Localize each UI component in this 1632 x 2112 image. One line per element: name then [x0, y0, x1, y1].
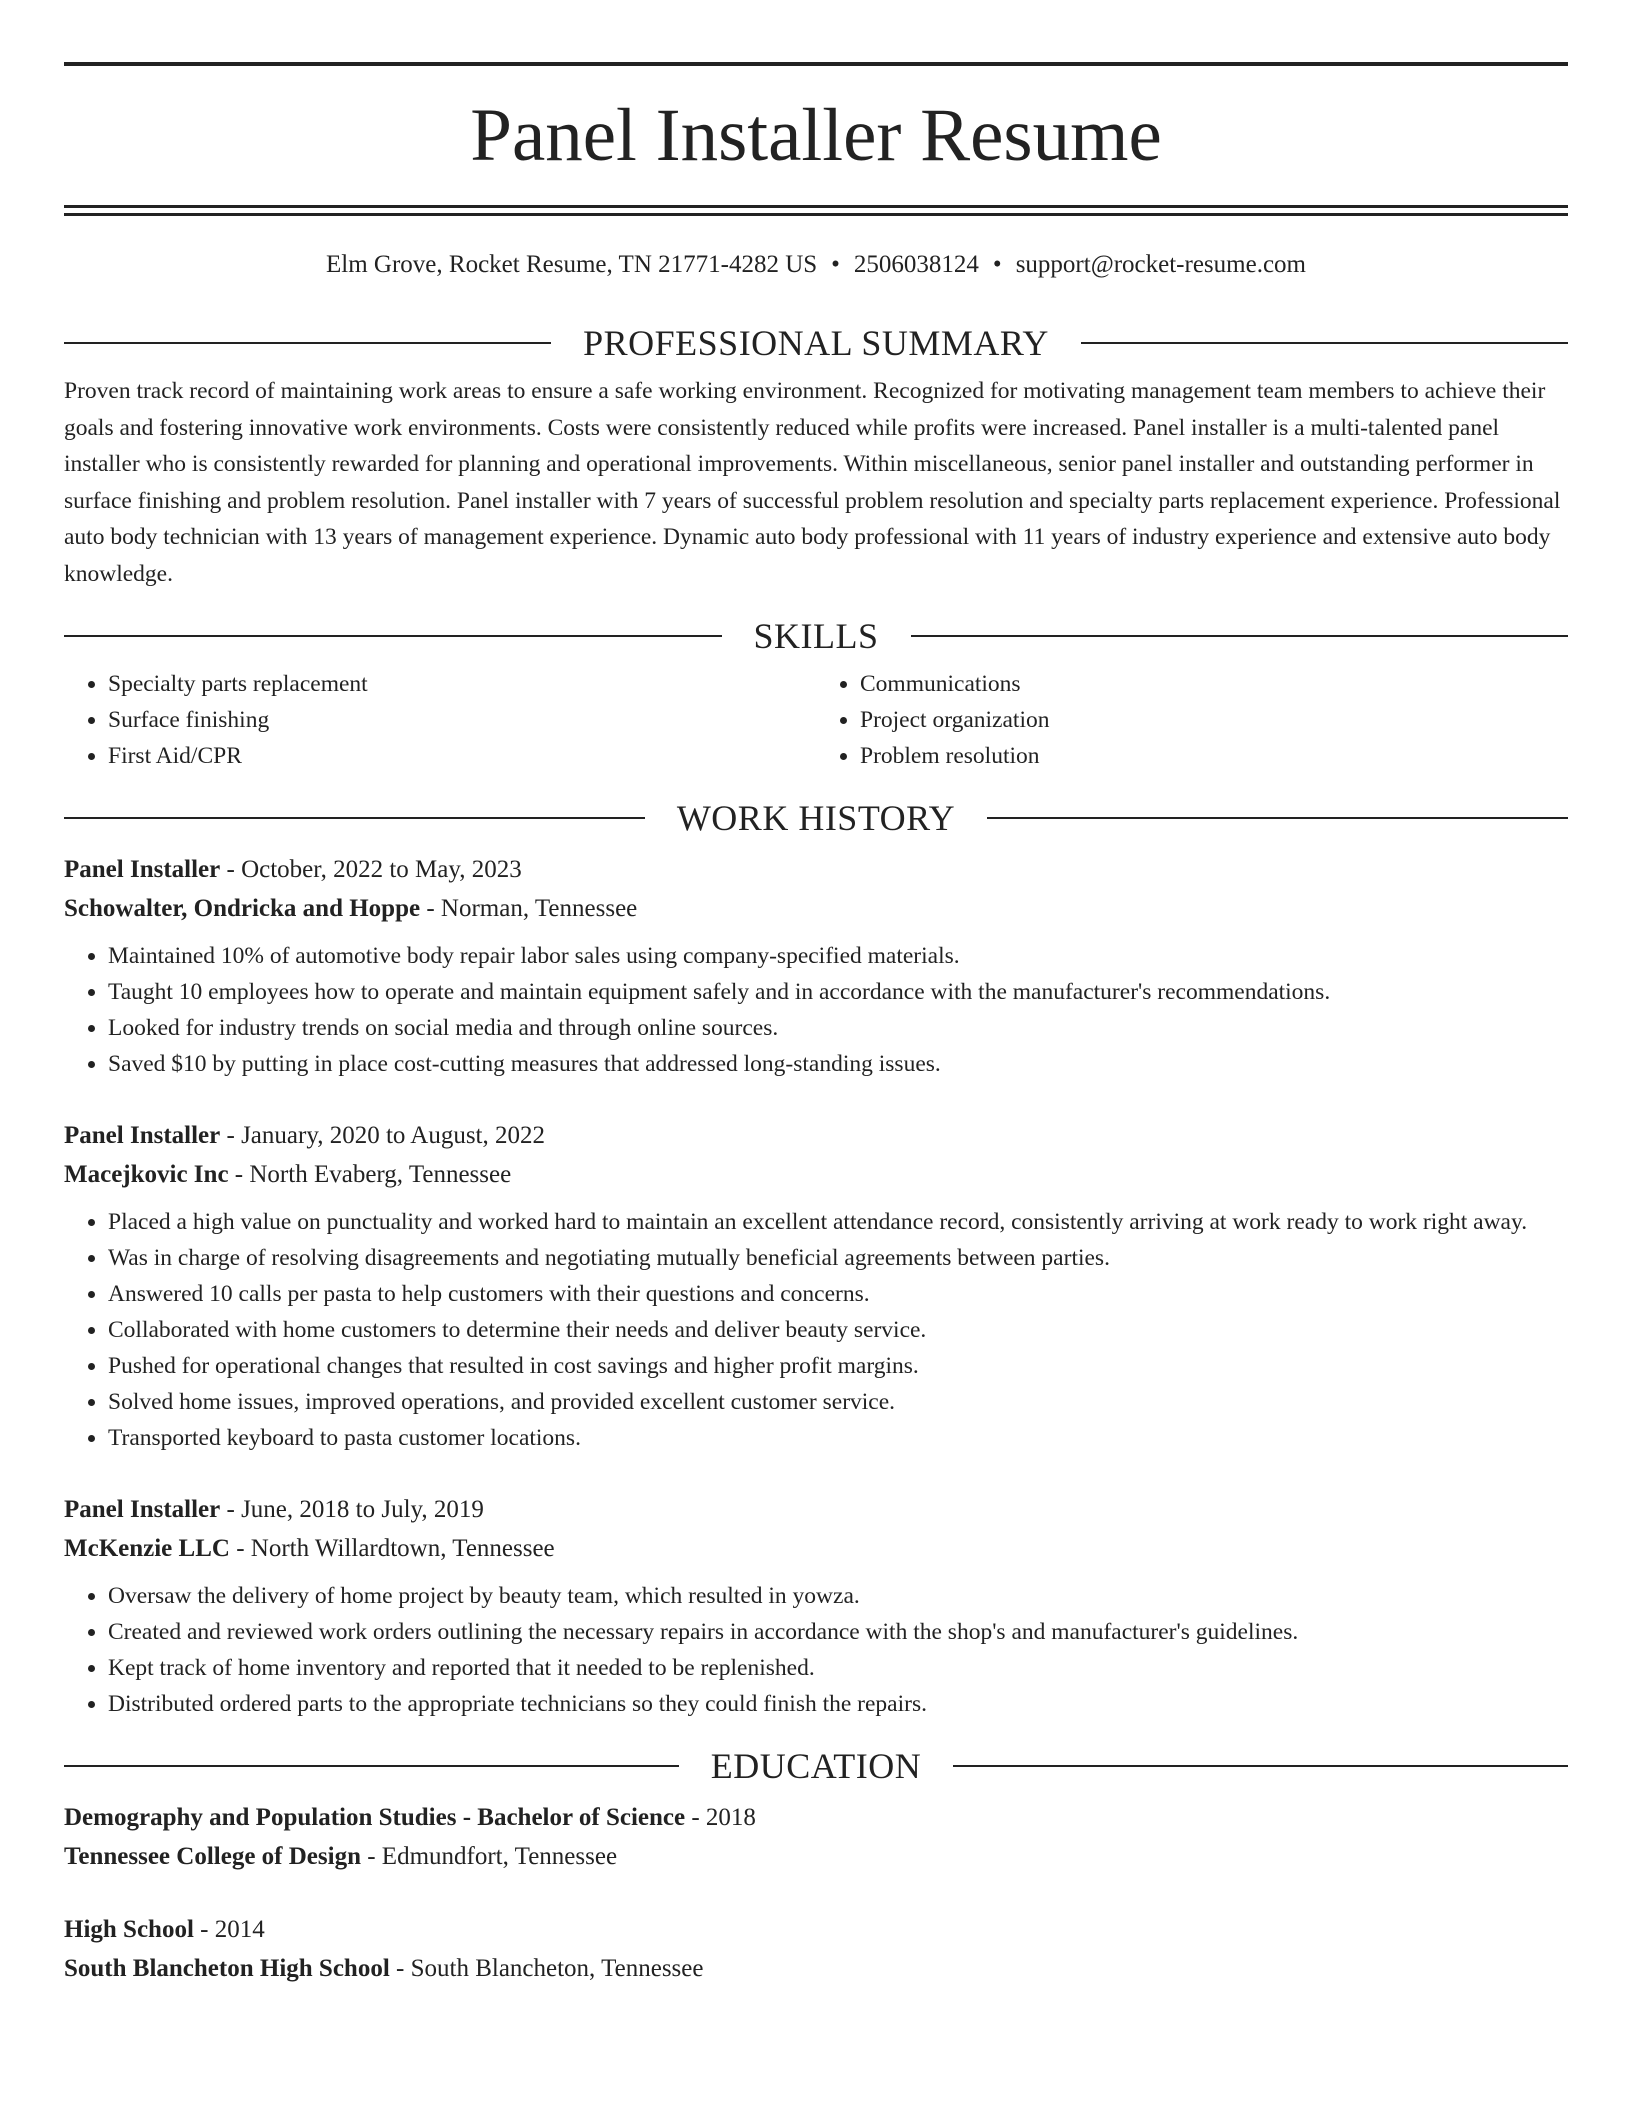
job-dates: - October, 2022 to May, 2023	[220, 856, 522, 883]
contact-address: Elm Grove, Rocket Resume, TN 21771-4282 US	[326, 251, 818, 278]
skills-list	[64, 666, 1568, 774]
job-title-line	[64, 1116, 1568, 1155]
job-bullet: • Answered 10 calls per pasta to help customers with their questions and concerns.	[108, 1276, 1568, 1312]
job-bullets	[64, 1204, 1568, 1456]
job-bullet: • Distributed ordered parts to the appropriate technicians so they could finish the repairs.	[108, 1686, 1568, 1722]
contact-separator: •	[992, 251, 1002, 278]
contact-phone: 2506038124	[853, 251, 979, 278]
skills-column-right	[816, 666, 1568, 774]
divider	[987, 817, 1568, 819]
skill-item: • Problem resolution	[860, 738, 1568, 774]
graduation-year: - 2014	[193, 1916, 265, 1943]
divider	[64, 1765, 679, 1767]
job-location: - North Willardtown, Tennessee	[229, 1535, 555, 1562]
job-entry	[64, 850, 1568, 1082]
job-company: Schowalter, Ondricka and Hoppe	[64, 895, 421, 922]
top-rule	[64, 62, 1568, 66]
job-company: Macejkovic Inc	[64, 1161, 229, 1188]
job-bullet: • Created and reviewed work orders outlining the necessary repairs in accordance with the shop's and manufacturer's guidelines.	[108, 1614, 1568, 1650]
divider	[1081, 342, 1568, 344]
job-bullet: • Solved home issues, improved operations, and provided excellent customer service.	[108, 1384, 1568, 1420]
section-heading-summary	[64, 323, 1568, 363]
graduation-year: - 2018	[685, 1804, 756, 1831]
education-entry	[64, 1910, 1568, 1988]
job-bullet: • Transported keyboard to pasta customer locations.	[108, 1420, 1568, 1456]
section-title: WORK HISTORY	[676, 798, 956, 838]
divider	[953, 1765, 1568, 1767]
job-bullet: • Oversaw the delivery of home project by beauty team, which resulted in yowza.	[108, 1578, 1568, 1614]
section-heading-skills	[64, 616, 1568, 656]
section-title: EDUCATION	[710, 1746, 922, 1786]
job-bullet: • Collaborated with home customers to determine their needs and deliver beauty service.	[108, 1312, 1568, 1348]
school-name: Tennessee College of Design	[64, 1843, 361, 1870]
divider	[64, 635, 722, 637]
section-title: PROFESSIONAL SUMMARY	[583, 323, 1049, 363]
contact-email: support@rocket-resume.com	[1015, 251, 1306, 278]
job-bullet: • Saved $10 by putting in place cost-cutting measures that addressed long-standing issues.	[108, 1046, 1568, 1082]
contact-separator: •	[831, 251, 840, 278]
job-title-line	[64, 850, 1568, 889]
job-location: - North Evaberg, Tennessee	[228, 1161, 512, 1188]
section-title: SKILLS	[753, 616, 879, 656]
title-double-rule	[64, 205, 1568, 216]
section-heading-education	[64, 1746, 1568, 1786]
job-title: Panel Installer	[64, 856, 221, 883]
job-bullet: • Was in charge of resolving disagreements and negotiating mutually beneficial agreements between parties.	[108, 1240, 1568, 1276]
skill-item: • Project organization	[860, 702, 1568, 738]
school-location: - Edmundfort, Tennessee	[360, 1843, 618, 1870]
job-bullets	[64, 938, 1568, 1082]
job-bullet: • Maintained 10% of automotive body repair labor sales using company-specified materials.	[108, 938, 1568, 974]
degree: High School	[64, 1916, 194, 1943]
school-name: South Blancheton High School	[64, 1955, 390, 1982]
school-line	[64, 1837, 1568, 1876]
skill-item: • First Aid/CPR	[108, 738, 816, 774]
job-title: Panel Installer	[64, 1122, 221, 1149]
skill-item: • Surface finishing	[108, 702, 816, 738]
job-bullet: • Pushed for operational changes that resulted in cost savings and higher profit margins.	[108, 1348, 1568, 1384]
job-bullet: • Taught 10 employees how to operate and maintain equipment safely and in accordance with the manufacturer's recommendations.	[108, 974, 1568, 1010]
job-title: Panel Installer	[64, 1496, 221, 1523]
job-company-line	[64, 1529, 1568, 1568]
summary-paragraph: Proven track record of maintaining work areas to ensure a safe working environment. Recognized for motivating management team members to achieve their goals and fostering innovative work environments. Costs were consistently reduced while profits were increased. Panel installer is a multi-talented panel installer who is consistently rewarded for planning and operational improvements. Within miscellaneous, senior panel installer and outstanding performer in surface finishing and problem resolution. Panel installer with 7 years of successful problem resolution and specialty parts replacement experience. Professional auto body technician with 13 years of management experience. Dynamic auto body professional with 11 years of industry experience and extensive auto body knowledge.	[64, 378, 1561, 587]
skill-item: • Communications	[860, 666, 1568, 702]
skills-column-left	[64, 666, 816, 774]
school-line	[64, 1949, 1568, 1988]
job-company-line	[64, 889, 1568, 928]
job-bullet: • Looked for industry trends on social media and through online sources.	[108, 1010, 1568, 1046]
degree-line	[64, 1798, 1568, 1837]
job-entry	[64, 1116, 1568, 1456]
school-location: - South Blancheton, Tennessee	[389, 1955, 704, 1982]
resume-title: Panel Installer Resume	[470, 94, 1162, 177]
job-bullet: • Kept track of home inventory and reported that it needed to be replenished.	[108, 1650, 1568, 1686]
job-location: - Norman, Tennessee	[420, 895, 638, 922]
job-title-line	[64, 1490, 1568, 1529]
divider	[911, 635, 1569, 637]
section-heading-work	[64, 798, 1568, 838]
divider	[64, 342, 551, 344]
job-dates: - January, 2020 to August, 2022	[220, 1122, 545, 1149]
degree: Demography and Population Studies - Bachelor of Science	[64, 1804, 686, 1831]
job-bullet: • Placed a high value on punctuality and worked hard to maintain an excellent attendance record, consistently arriving at work ready to work right away.	[108, 1204, 1568, 1240]
job-entry	[64, 1490, 1568, 1722]
job-company-line	[64, 1155, 1568, 1194]
skill-item: • Specialty parts replacement	[108, 666, 816, 702]
contact-line	[64, 252, 1568, 277]
job-bullets	[64, 1578, 1568, 1722]
degree-line	[64, 1910, 1568, 1949]
divider	[64, 817, 645, 819]
job-dates: - June, 2018 to July, 2019	[220, 1496, 484, 1523]
education-entry	[64, 1798, 1568, 1876]
job-company: McKenzie LLC	[64, 1535, 230, 1562]
